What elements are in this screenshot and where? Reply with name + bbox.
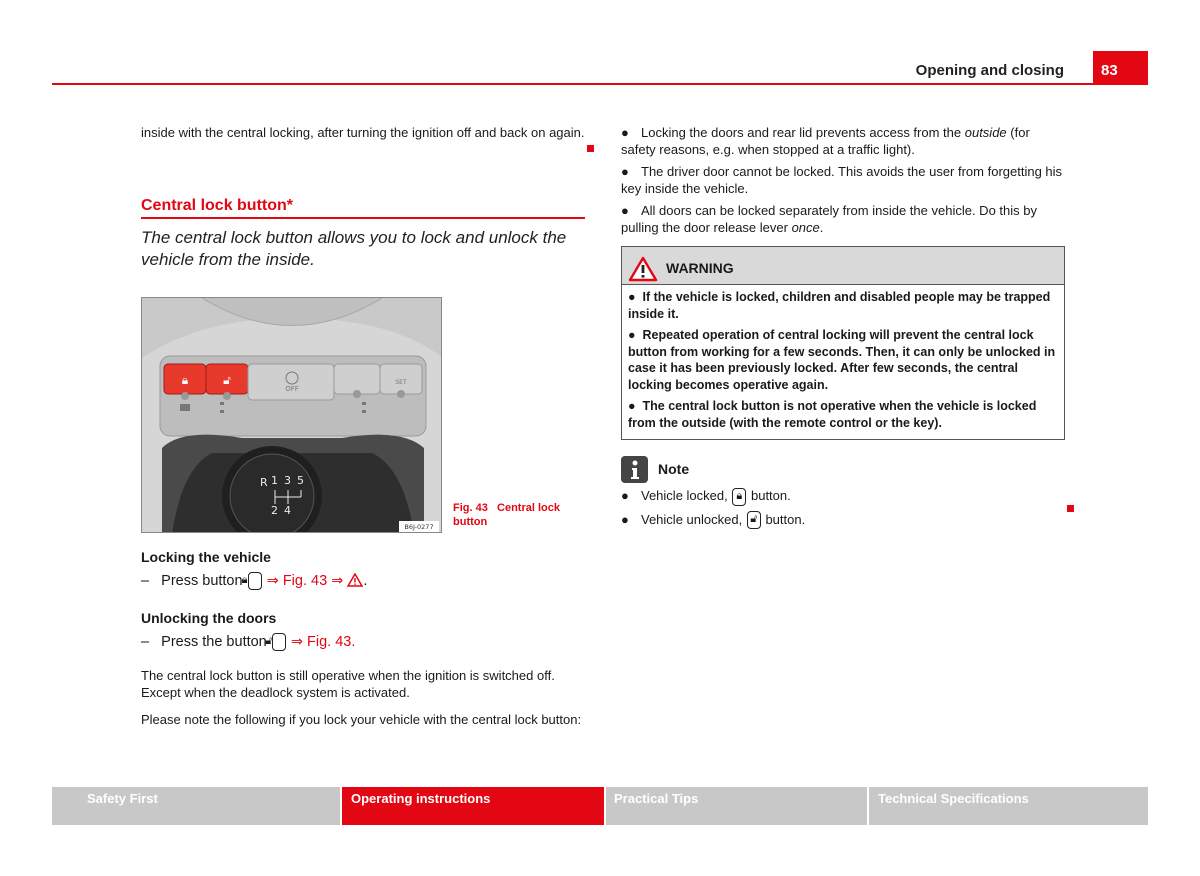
figure-caption-label: Fig. 43	[453, 502, 488, 514]
warning-triangle-icon[interactable]	[347, 573, 363, 587]
bullet-dot: ●	[628, 328, 643, 342]
bullet1-text: Locking the doors and rear lid prevents access from the	[641, 125, 965, 140]
warning-header	[622, 247, 1064, 285]
locking-step-text: Press button	[161, 572, 243, 589]
intro-paragraph	[141, 124, 585, 141]
note-title: Note	[658, 461, 690, 477]
paragraph-note-following: Please note the following if you lock your vehicle with the central lock button:	[141, 712, 582, 727]
note-item1-end: button.	[750, 488, 791, 503]
svg-text:🔓︎: 🔓︎	[223, 373, 231, 387]
warning-title: WARNING	[666, 260, 734, 276]
warning-item	[628, 289, 1058, 322]
figure-caption	[453, 501, 588, 529]
locking-figure-link[interactable]: ⇒ Fig. 43 ⇒	[266, 572, 344, 589]
header-rule	[52, 83, 1148, 85]
info-icon	[621, 456, 648, 483]
bullet-dot: ●	[621, 125, 629, 140]
warning-item	[628, 327, 1058, 393]
right-column	[621, 124, 1065, 534]
bullet-dot: ●	[621, 511, 629, 527]
unlocking-step	[141, 633, 585, 651]
note-item	[621, 511, 1065, 530]
end-mark	[587, 145, 594, 152]
lock-key-icon: 🔒︎	[732, 488, 746, 506]
note-item	[621, 487, 1065, 506]
figure-code: B6J-0277	[404, 523, 434, 531]
gear-r: R	[260, 476, 268, 489]
warning-item-text: If the vehicle is locked, children and disabled people may be trapped inside it.	[628, 290, 1051, 321]
figure	[141, 297, 585, 533]
chapter-title: Opening and closing	[915, 62, 1064, 79]
dash: –	[141, 633, 162, 650]
bullet1-emphasis: outside	[964, 125, 1007, 140]
page-number: 83	[1093, 51, 1148, 84]
warning-triangle-icon	[628, 256, 658, 282]
bullet-dot: ●	[628, 399, 643, 413]
note-item2-text: Vehicle unlocked,	[641, 511, 743, 527]
warning-item-text: Repeated operation of central locking will prevent the central lock button from working for a few seconds. Then, it can only be unlocked in case it has been previously locked. After few seconds, the central locking becomes operative again.	[628, 328, 1056, 392]
left-column	[141, 124, 585, 738]
footer-tab-technical-specifications[interactable]: Technical Specifications	[869, 787, 1148, 825]
locking-step: – Press button 🔒︎ ⇒ Fig. 43 ⇒ .	[141, 572, 368, 589]
unlocking-figure-link[interactable]: ⇒ Fig. 43.	[290, 633, 356, 650]
warning-box	[621, 246, 1065, 440]
bullet3-text: All doors can be locked separately from inside the vehicle. Do this by pulling the door release lever	[621, 203, 1037, 235]
bullet-item	[621, 202, 1065, 236]
bullet-dot: ●	[621, 164, 629, 179]
bullet1-text-end: (for safety reasons, e.g. when stopped at a traffic light).	[621, 125, 1030, 157]
bullet3-emphasis: once	[791, 220, 820, 235]
footer-tab-operating-instructions[interactable]: Operating instructions	[342, 787, 604, 825]
footer-tab-safety-first[interactable]: Safety First	[52, 787, 340, 825]
bullet3-text-end: .	[819, 220, 824, 235]
gear-3: 3	[284, 474, 291, 487]
gear-5: 5	[297, 474, 304, 487]
unlocking-step-text: Press the button	[161, 633, 267, 650]
note-item1-text: Vehicle locked,	[641, 488, 728, 503]
warning-item	[628, 398, 1058, 431]
set-label: SET	[395, 379, 407, 386]
gear-1: 1	[271, 474, 278, 487]
intro-text: inside with the central locking, after turning the ignition off and back on again.	[141, 125, 585, 140]
bullet-item	[621, 124, 1065, 158]
center-console-illustration	[142, 298, 442, 533]
section-heading: Central lock button*	[141, 197, 585, 219]
locking-heading: Locking the vehicle	[141, 549, 271, 565]
gear-2: 2	[271, 504, 278, 517]
paragraph-ignition: The central lock button is still operative when the ignition is switched off. Except when the deadlock system is activated.	[141, 668, 555, 700]
lead-text: The central lock button allows you to lock and unlock the vehicle from the inside.	[141, 228, 567, 269]
bullet-item	[621, 163, 1065, 197]
lock-key-icon: 🔒︎	[248, 572, 262, 590]
unlocking-heading: Unlocking the doors	[141, 610, 277, 626]
figure-image	[141, 297, 442, 533]
warning-item-text: The central lock button is not operative when the vehicle is locked from the outside (with the remote control or the key).	[628, 399, 1037, 430]
svg-text:🔒︎: 🔒︎	[181, 373, 189, 387]
gear-4: 4	[284, 504, 291, 517]
unlock-key-icon: 🔓︎	[747, 511, 761, 529]
bullet2-text: The driver door cannot be locked. This avoids the user from forgetting his key inside the vehicle.	[621, 164, 1063, 196]
end-mark	[1067, 505, 1074, 512]
off-label: OFF	[285, 385, 299, 393]
bullet-dot: ●	[621, 203, 629, 218]
figure-caption-text: Central lock button	[453, 502, 560, 528]
dash: –	[141, 572, 162, 589]
footer-tab-practical-tips[interactable]: Practical Tips	[606, 787, 867, 825]
bullet-dot: ●	[621, 488, 629, 503]
warning-body	[622, 285, 1064, 439]
unlock-key-icon: 🔓︎	[272, 633, 286, 651]
bullet-dot: ●	[628, 290, 643, 304]
note-item2-end: button.	[765, 511, 806, 527]
note-header	[621, 456, 1065, 483]
